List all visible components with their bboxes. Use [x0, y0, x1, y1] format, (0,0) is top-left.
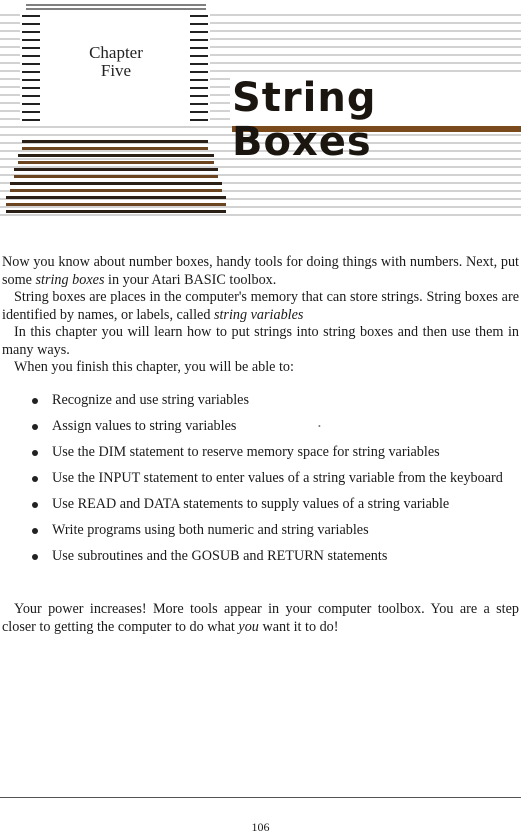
bullet-icon: [32, 502, 38, 508]
intro-paragraph-3: In this chapter you will learn how to put strings into string boxes and then use them in many ways.: [2, 324, 519, 358]
list-item: Use the DIM statement to reserve memory space for string variables: [30, 444, 519, 462]
bullet-icon: [32, 450, 38, 456]
chapter-title: String Boxes: [232, 75, 377, 165]
objectives-list: [30, 392, 519, 574]
chapter-word: Chapter: [89, 43, 143, 62]
footer-rule: [0, 797, 521, 798]
chapter-label: [44, 20, 188, 124]
intro-paragraph-2: String boxes are places in the computer's memory that can store strings. String boxes are identified by names, or labels, called string variables: [2, 289, 519, 323]
bullet-icon: [32, 476, 38, 482]
chapter-number: Five: [100, 61, 132, 80]
list-item: Write programs using both numeric and string variables: [30, 522, 519, 540]
list-item: Use subroutines and the GOSUB and RETURN statements: [30, 548, 519, 566]
bullet-icon: [32, 398, 38, 404]
bullet-icon: [32, 424, 38, 430]
print-speck: •: [318, 422, 321, 431]
page-number: 106: [251, 820, 270, 834]
intro-paragraph-1: Now you know about number boxes, handy tools for doing things with numbers. Next, put some string boxes in your Atari BASIC toolbox.: [2, 254, 519, 288]
bullet-icon: [32, 554, 38, 560]
closing-text: [2, 601, 519, 636]
closing-paragraph: Your power increases! More tools appear in your computer toolbox. You are a step closer to getting the computer to do what you want it to do!: [2, 601, 519, 635]
list-item: Use the INPUT statement to enter values of a string variable from the keyboard: [30, 470, 519, 488]
list-item: Recognize and use string variables: [30, 392, 519, 410]
intro-text: [2, 254, 519, 377]
bullet-icon: [32, 528, 38, 534]
intro-paragraph-4: When you finish this chapter, you will be able to:: [14, 359, 294, 375]
list-item: Assign values to string variables: [30, 418, 519, 436]
list-item: Use READ and DATA statements to supply values of a string variable: [30, 496, 519, 514]
